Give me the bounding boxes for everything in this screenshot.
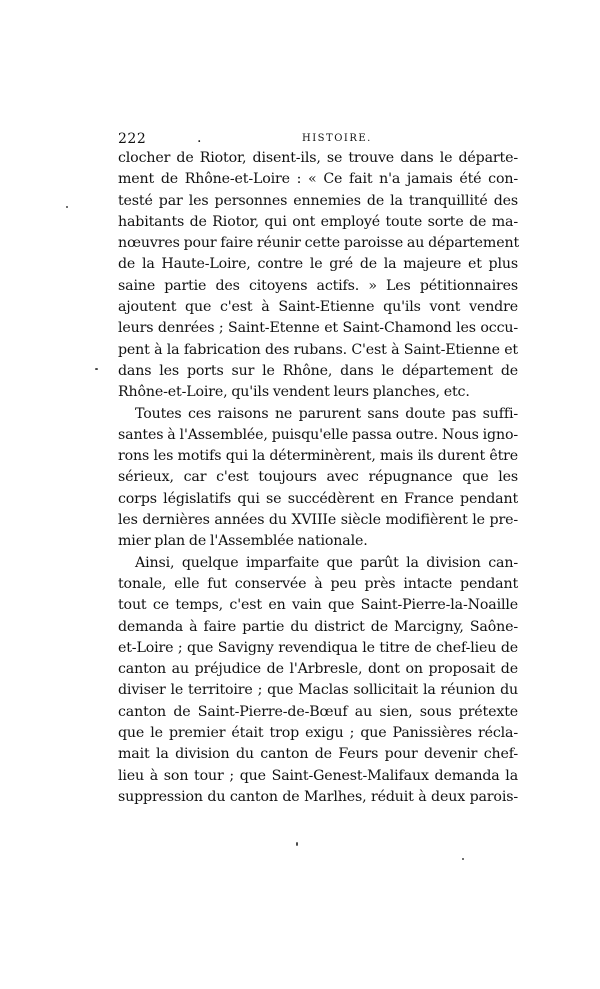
text-line: et-Loire ; que Savigny revendiqua le titre de chef-lieu de — [118, 639, 518, 656]
text-line: corps législatifs qui se succédèrent en France pendant — [118, 490, 518, 507]
running-head — [118, 131, 518, 147]
text-line: sérieux, car c'est toujours avec répugnance que les — [118, 469, 518, 486]
text-line: lieu à son tour ; que Saint-Genest-Malifaux demanda la — [118, 767, 518, 784]
ink-speck — [66, 206, 68, 208]
text-line: les dernières années du XVIIIe siècle modifièrent le pre- — [118, 512, 518, 529]
text-line: Toutes ces raisons ne parurent sans doute pas suffi- — [135, 405, 518, 422]
text-line: Ainsi, quelque imparfaite que parût la division can- — [135, 554, 518, 571]
text-line: nœuvres pour faire réunir cette paroisse au département — [118, 235, 520, 252]
text-line: tout ce temps, c'est en vain que Saint-Pierre-la-Noaille — [118, 597, 518, 614]
header-separator: . — [197, 130, 202, 146]
text-line: canton au préjudice de l'Arbresle, dont on proposait de — [118, 661, 518, 678]
text-line: santes à l'Assemblée, puisqu'elle passa outre. Nous igno- — [118, 426, 518, 443]
text-line: mier plan de l'Assemblée nationale. — [118, 533, 368, 550]
text-line: diviser le territoire ; que Maclas sollicitait la réunion du — [118, 682, 518, 699]
text-line: suppression du canton de Marlhes, réduit à deux parois- — [118, 788, 518, 805]
page-number: 222 — [118, 131, 147, 147]
text-line: mait la division du canton de Feurs pour devenir chef- — [118, 746, 518, 763]
text-line: tonale, elle fut conservée à peu près intacte pendant — [118, 575, 518, 592]
text-line: ment de Rhône-et-Loire : « Ce fait n'a jamais été con- — [118, 171, 518, 188]
text-line: clocher de Riotor, disent-ils, se trouve dans le départe- — [118, 150, 518, 166]
text-line: habitants de Riotor, qui ont employé toute sorte de ma- — [118, 213, 518, 230]
text-line: saine partie des citoyens actifs. » Les pétitionnaires — [118, 277, 518, 294]
text-line: testé par les personnes ennemies de la tranquillité des — [118, 192, 518, 209]
running-title: HISTOIRE. — [302, 133, 372, 144]
text-line: ajoutent que c'est à Saint-Etienne qu'ils vont vendre — [118, 299, 518, 316]
ink-speck — [95, 368, 98, 370]
text-line: leurs denrées ; Saint-Etenne et Saint-Chamond les occu- — [118, 320, 518, 337]
text-line: Rhône-et-Loire, qu'ils vendent leurs planches, etc. — [118, 384, 470, 401]
text-line: canton de Saint-Pierre-de-Bœuf au sien, sous prétexte — [118, 703, 518, 720]
text-line: rons les motifs qui la déterminèrent, mais ils durent être — [118, 448, 518, 465]
ink-speck — [462, 858, 464, 860]
text-line: de la Haute-Loire, contre le gré de la majeure et plus — [118, 256, 518, 273]
ink-speck — [296, 842, 298, 846]
text-line: demanda à faire partie du district de Marcigny, Saône- — [118, 618, 518, 635]
text-line: dans les ports sur le Rhône, dans le département de — [118, 362, 518, 379]
body-text — [118, 148, 518, 808]
text-line: que le premier était trop exigu ; que Panissières récla- — [118, 725, 518, 742]
text-line: pent à la fabrication des rubans. C'est à Saint-Etienne et — [118, 341, 518, 358]
